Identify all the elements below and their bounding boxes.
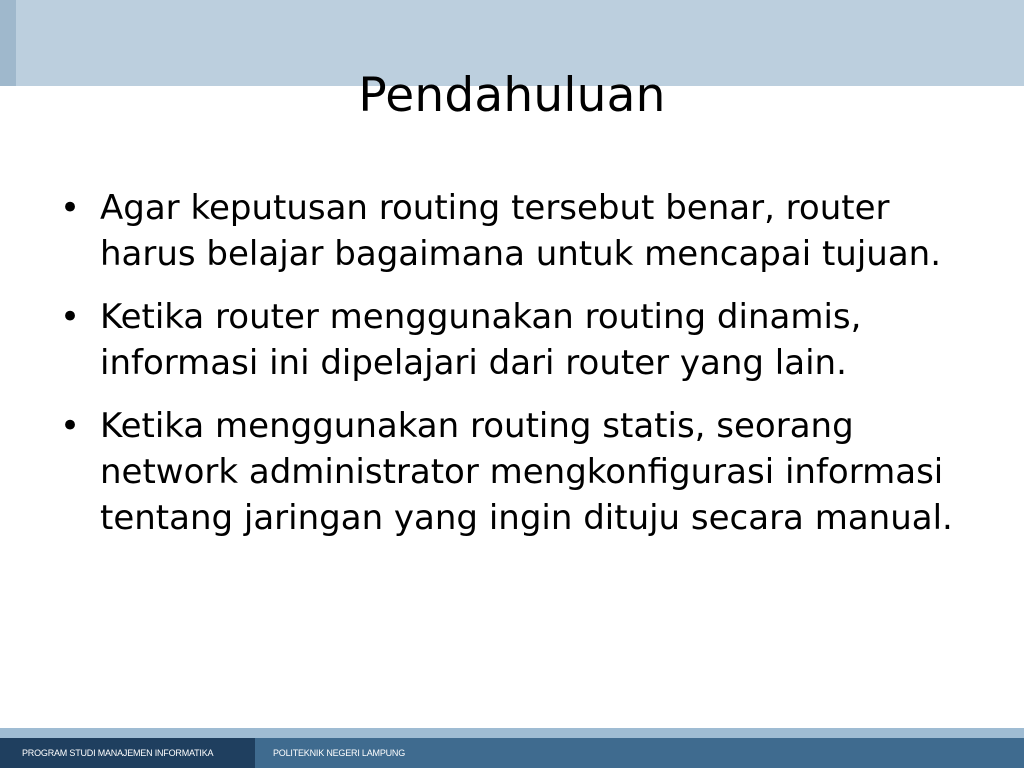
- footer-program-name: PROGRAM STUDI MANAJEMEN INFORMATIKA: [22, 748, 214, 758]
- footer-institution-name: POLITEKNIK NEGERI LAMPUNG: [273, 748, 406, 758]
- bullet-item: [58, 185, 968, 277]
- bullet-item: [58, 403, 968, 541]
- slide-title: Pendahuluan: [358, 68, 666, 123]
- bullet-list: [58, 185, 968, 558]
- bullet-item: [58, 294, 968, 386]
- bullet-text: Agar keputusan routing tersebut benar, router harus belajar bagaimana untuk mencapai tujuan.: [100, 188, 942, 274]
- bullet-icon: •: [60, 297, 81, 337]
- bullet-text: Ketika menggunakan routing statis, seorang network administrator mengkonfigurasi informasi tentang jaringan yang ingin dituju secara manual.: [100, 406, 953, 538]
- bullet-icon: •: [60, 406, 81, 446]
- footer-divider: [0, 728, 1024, 738]
- bullet-icon: •: [60, 188, 81, 228]
- bullet-text: Ketika router menggunakan routing dinamis, informasi ini dipelajari dari router yang lain.: [100, 297, 862, 383]
